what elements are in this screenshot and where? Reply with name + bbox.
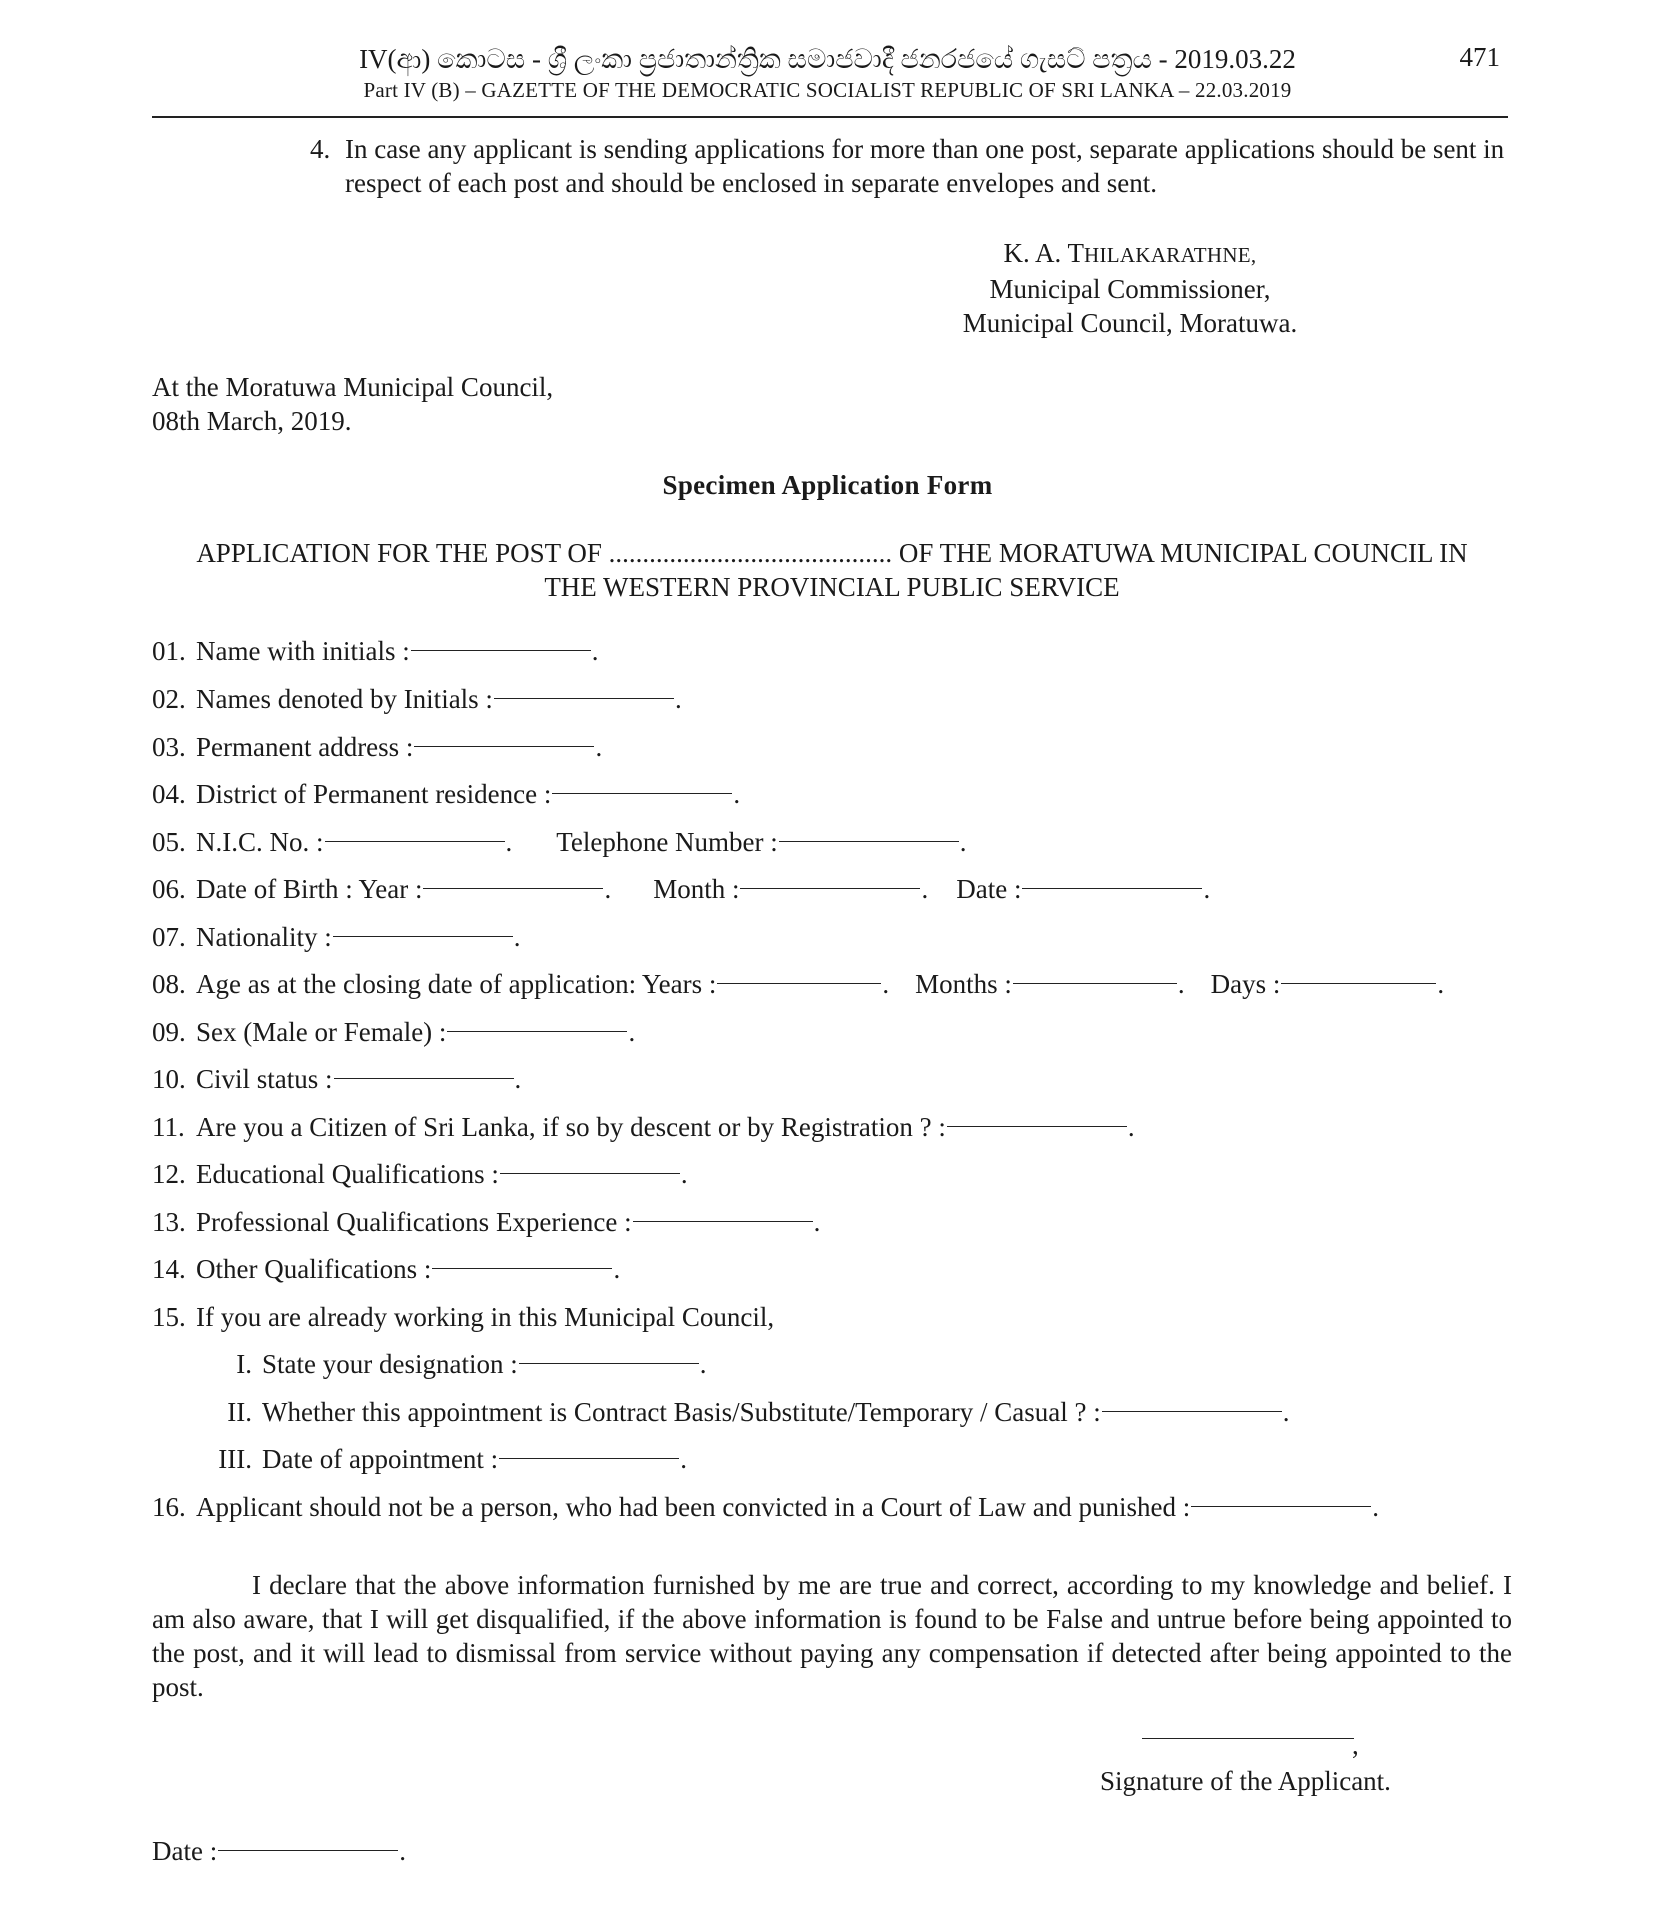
form-item-04: 04. District of Permanent residence : . — [152, 779, 741, 809]
sex-field[interactable] — [447, 1031, 627, 1032]
permanent-address-field[interactable] — [414, 746, 594, 747]
application-title: APPLICATION FOR THE POST OF .......................................... OF THE MORATUWA MUNICIPAL COUNCIL IN THE WESTERN PROVINCIAL PUBLIC SERVICE — [196, 538, 1468, 602]
civil-status-field[interactable] — [334, 1078, 514, 1079]
form-item-13: 13. Professional Qualifications Experience : . — [152, 1207, 821, 1237]
appointment-date-field[interactable] — [499, 1458, 679, 1459]
age-years-field[interactable] — [717, 983, 881, 984]
name-initials-field[interactable] — [411, 650, 591, 651]
age-months-field[interactable] — [1013, 983, 1177, 984]
citizenship-field[interactable] — [947, 1126, 1127, 1127]
form-item-15-i: I. State your designation : . — [236, 1349, 707, 1379]
signature-comma: , — [1352, 1730, 1359, 1760]
educational-qualifications-field[interactable] — [500, 1173, 680, 1174]
professional-qualifications-field[interactable] — [633, 1221, 813, 1222]
form-item-15-ii: II. Whether this appointment is Contract Basis/Substitute/Temporary / Casual ? : . — [227, 1397, 1290, 1427]
form-item-11: 11. Are you a Citizen of Sri Lanka, if so by descent or by Registration ? : . — [152, 1112, 1135, 1142]
names-denoted-field[interactable] — [494, 698, 674, 699]
page-number: 471 — [1459, 42, 1500, 72]
form-item-06: 06. Date of Birth : Year : . Month : . Date : . — [152, 874, 1211, 904]
birth-date-field[interactable] — [1022, 888, 1202, 889]
nic-field[interactable] — [325, 841, 505, 842]
form-item-12: 12. Educational Qualifications : . — [152, 1159, 688, 1189]
header-sinhala-title: IV(ආ) කොටස - ශ්‍රී ලංකා ප්‍රජාතාන්ත්‍රික සමාජවාදී ජනරජයේ ගැසට් පත්‍රය - 2019.03.22 — [359, 44, 1296, 74]
signatory-block — [880, 236, 1380, 340]
signatory-office: Municipal Council, Moratuwa. — [962, 308, 1298, 338]
place-text: At the Moratuwa Municipal Council, — [152, 372, 554, 402]
birth-year-field[interactable] — [423, 888, 603, 889]
age-days-field[interactable] — [1281, 983, 1436, 984]
signature-date-field[interactable] — [218, 1850, 398, 1851]
nationality-field[interactable] — [333, 936, 513, 937]
form-item-09: 09. Sex (Male or Female) : . — [152, 1017, 636, 1047]
declaration-paragraph: I declare that the above information furnished by me are true and correct, according to my knowledge and belief. I am also aware, that I will get disqualified, if the above information is found to be False and untrue before being appointed to the post, and it will lead to dismissal from service without paying any compensation if detected after being appointed to the post. — [152, 1570, 1512, 1702]
appointment-type-field[interactable] — [1102, 1411, 1282, 1412]
signature-label: Signature of the Applicant. — [1100, 1766, 1391, 1796]
date-text: 08th March, 2019. — [152, 406, 352, 436]
form-item-03: 03. Permanent address : . — [152, 732, 603, 762]
header-rule — [152, 116, 1508, 118]
form-item-07: 07. Nationality : . — [152, 922, 521, 952]
header-english-title: Part IV (B) – GAZETTE OF THE DEMOCRATIC SOCIALIST REPUBLIC OF SRI LANKA – 22.03.2019 — [363, 78, 1292, 102]
paragraph-4 — [310, 132, 1510, 200]
signatory-designation: Municipal Commissioner, — [989, 274, 1271, 304]
signature-line[interactable] — [1142, 1738, 1354, 1739]
specimen-title: Specimen Application Form — [662, 470, 993, 500]
form-item-14: 14. Other Qualifications : . — [152, 1254, 621, 1284]
place-date-block — [152, 370, 553, 438]
signatory-name: K. A. THILAKARATHNE, — [1003, 238, 1257, 268]
conviction-field[interactable] — [1191, 1506, 1371, 1507]
designation-field[interactable] — [519, 1363, 699, 1364]
form-item-16: 16. Applicant should not be a person, who had been convicted in a Court of Law and punished : . — [152, 1492, 1380, 1522]
form-item-15: 15. If you are already working in this Municipal Council, — [152, 1302, 775, 1332]
other-qualifications-field[interactable] — [432, 1268, 612, 1269]
form-item-08: 08. Age as at the closing date of application: Years : . Months : . Days : . — [152, 969, 1445, 999]
telephone-field[interactable] — [779, 841, 959, 842]
date-line: Date : . — [152, 1836, 406, 1866]
form-item-15-iii: III. Date of appointment : . — [218, 1444, 687, 1474]
paragraph-number: 4. — [310, 134, 331, 164]
form-item-05: 05. N.I.C. No. : . Telephone Number : . — [152, 827, 967, 857]
birth-month-field[interactable] — [740, 888, 920, 889]
district-field[interactable] — [552, 793, 732, 794]
paragraph-text: In case any applicant is sending applications for more than one post, separate applications should be sent in respect of each post and should be enclosed in separate envelopes and sent. — [345, 134, 1505, 198]
form-item-01: 01. Name with initials : . — [152, 636, 599, 666]
form-item-10: 10. Civil status : . — [152, 1064, 522, 1094]
form-item-02: 02. Names denoted by Initials : . — [152, 684, 682, 714]
